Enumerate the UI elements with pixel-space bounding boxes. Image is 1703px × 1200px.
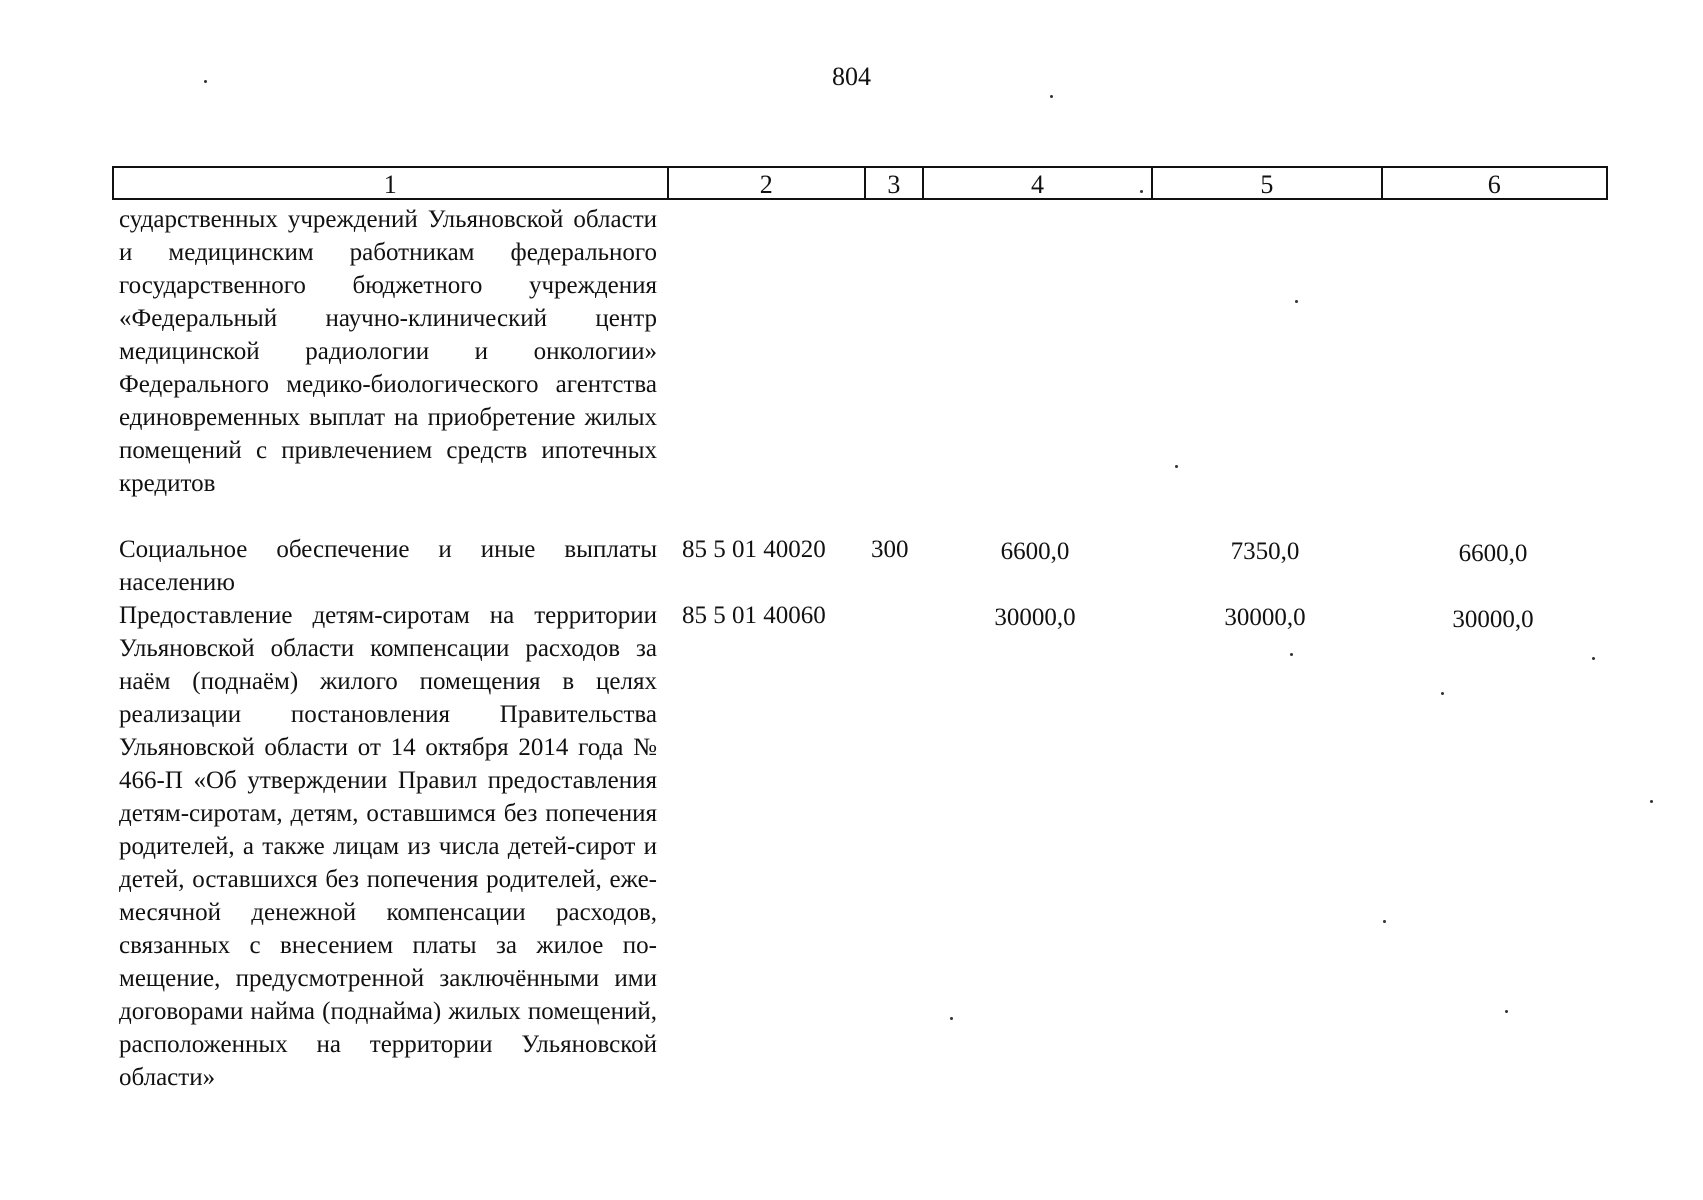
table-row-value-4: 6600,0 [1000, 538, 1070, 565]
scan-speck [1383, 920, 1386, 923]
table-row-value-6: 6600,0 [1458, 540, 1528, 567]
header-cell-1: 1 [114, 168, 669, 198]
header-cell-6: 6 [1487, 170, 1501, 199]
scan-speck [1592, 657, 1595, 660]
scan-speck [204, 80, 207, 83]
table-row-value-5: 30000,0 [1224, 604, 1306, 631]
table-row-name: Предоставление детям-сиротам на территории Ульяновской области компенсации расходов за наём (поднаём) жилого помещения в целях реализации постановления Правительства Ульяновской области от 14 октября 2014 года № 466-П «Об утверждении Правил предоставления детям-сиротам, детям, оставшимся без попечения родителей, а также лицам из числа детей-сирот и детей, оставшихся без попечения родителей, ежемесячной денежной компенсации расходов, связанных с внесением платы за жилое помещение, предусмотренной заключёнными ими договорами найма (поднайма) жилых помещений, расположенных на территории Ульяновской области» [119, 602, 657, 1091]
table-row-code: 85 5 01 40020 [682, 536, 826, 563]
table-row-name: Социальное обеспечение и иные выплаты населению [119, 536, 657, 596]
scan-speck [1140, 190, 1143, 193]
scan-speck [1441, 692, 1444, 695]
scan-speck [1650, 800, 1653, 803]
scan-speck [950, 1017, 953, 1020]
header-cell-3: 3 [866, 168, 924, 198]
table-row-expense-type: 300 [871, 536, 909, 563]
scan-speck [1295, 300, 1298, 303]
scan-speck [1290, 653, 1293, 656]
table-row-value-5: 7350,0 [1230, 538, 1300, 565]
scan-speck [1175, 465, 1178, 468]
page-number: 804 [832, 62, 871, 91]
scan-speck [1505, 1010, 1508, 1013]
header-cell-5: 5 [1153, 168, 1382, 198]
table-row-code: 85 5 01 40060 [682, 602, 826, 629]
table-row-value-6: 30000,0 [1452, 606, 1534, 633]
header-cell-4: 4 [924, 168, 1153, 198]
scan-speck [1050, 95, 1053, 98]
table-header-row [112, 166, 1608, 200]
table-row-name: сударственных учреждений Ульяновской области и медицинским работникам федерального государственного бюджетного учреждения «Федеральный научно-клинический центр медицинской радиологии и онкологии» Федерального медико-биологического агентства единовременных выплат на приобретение жилых помещений с привлечением средств ипотечных кредитов [119, 206, 657, 497]
header-cell-2: 2 [669, 168, 866, 198]
table-row-value-4: 30000,0 [994, 604, 1076, 631]
